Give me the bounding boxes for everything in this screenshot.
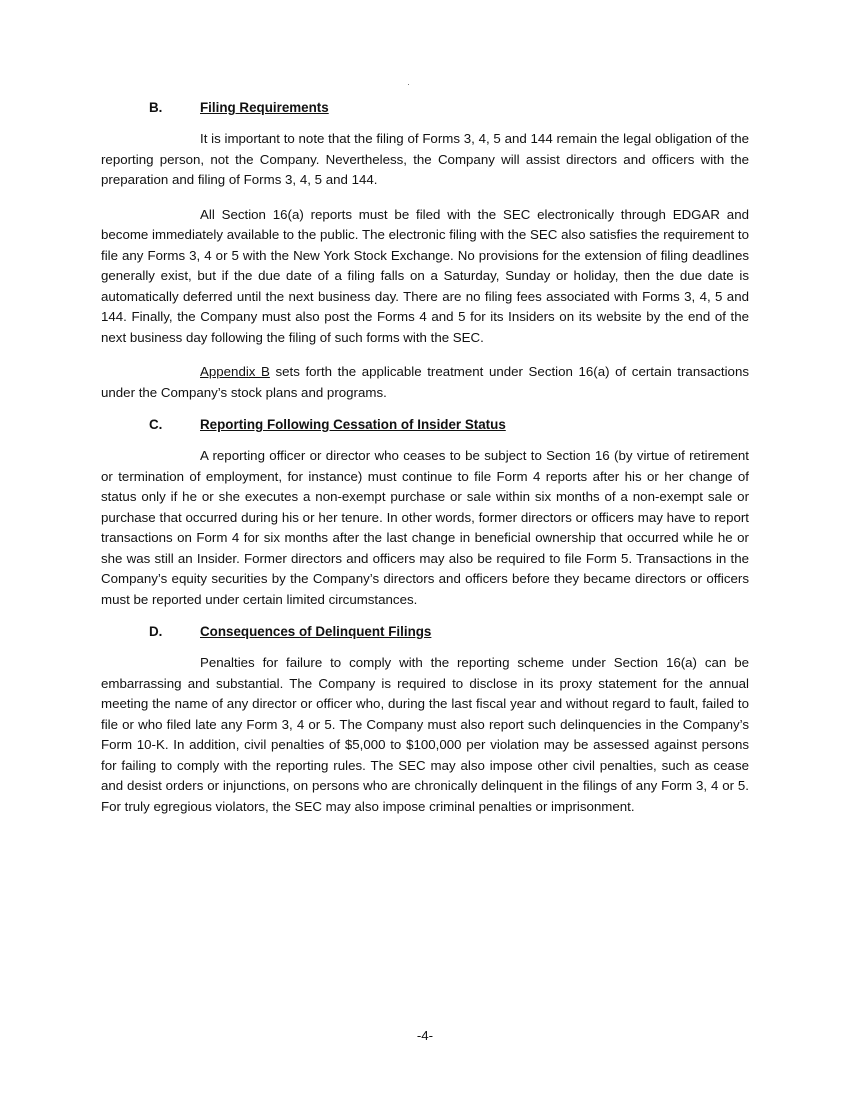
section-d-heading bbox=[101, 624, 749, 639]
appendix-b-reference: Appendix B bbox=[200, 364, 270, 379]
section-b-letter: B. bbox=[149, 100, 163, 115]
section-b-paragraph-3 bbox=[101, 362, 749, 403]
section-b-heading bbox=[101, 100, 749, 115]
section-d-paragraph-1: Penalties for failure to comply with the reporting scheme under Section 16(a) can be embarrassing and substantial. The Company is required to disclose in its proxy statement for the annual meeting the name of any director or officer who, during the last fiscal year and without regard to fault, failed to file or who filed late any Form 3, 4 or 5. The Company must also report such delinquencies in the Company’s Form 10-K. In addition, civil penalties of $5,000 to $100,000 per violation may be assessed against persons for failing to comply with the reporting rules. The SEC may also impose other civil penalties, such as cease and desist orders or injunctions, on persons who are chronically delinquent in the filings of any Form 3, 4 or 5. For truly egregious violators, the SEC may also impose criminal penalties or imprisonment. bbox=[101, 655, 749, 814]
section-c-title: Reporting Following Cessation of Insider Status bbox=[200, 417, 506, 432]
section-d-title: Consequences of Delinquent Filings bbox=[200, 624, 432, 639]
section-b-paragraph-3-text: sets forth the applicable treatment under Section 16(a) of certain transactions under the Company’s stock plans and programs. bbox=[101, 364, 749, 400]
section-c-letter: C. bbox=[149, 417, 163, 432]
page-number: -4- bbox=[416, 1028, 434, 1043]
section-b-paragraph-1: It is important to note that the filing of Forms 3, 4, 5 and 144 remain the legal obligation of the reporting person, not the Company. Nevertheless, the Company will assist directors and officers with the preparation and filing of Forms 3, 4, 5 and 144. bbox=[101, 131, 749, 187]
section-d-letter: D. bbox=[149, 624, 163, 639]
document-page bbox=[101, 100, 749, 817]
section-c-paragraph-1: A reporting officer or director who ceases to be subject to Section 16 (by virtue of retirement or termination of employment, for instance) must continue to file Form 4 reports after his or her change of status only if he or she executes a non-exempt purchase or sale within six months of a non-exempt sale or purchase that occurred during his or her tenure. In other words, former directors or officers may have to report transactions on Form 4 for six months after the last change in beneficial ownership that occurred while he or she was still an Insider. Former directors and officers may also be required to file Form 5. Transactions in the Company’s equity securities by the Company’s directors and officers before they became directors or officers must be reported under certain limited circumstances. bbox=[101, 448, 749, 607]
section-c-heading bbox=[101, 417, 749, 432]
section-b-paragraph-2: All Section 16(a) reports must be filed with the SEC electronically through EDGAR and become immediately available to the public. The electronic filing with the SEC also satisfies the requirement to file any Forms 3, 4 or 5 with the New York Stock Exchange. No provisions for the extension of filing deadlines generally exist, but if the due date of a filing falls on a Saturday, Sunday or holiday, then the due date is automatically deferred until the next business day. There are no filing fees associated with Forms 3, 4, 5 and 144. Finally, the Company must also post the Forms 4 and 5 for its Insiders on its website by the end of the next business day following the filing of such forms with the SEC. bbox=[101, 206, 749, 345]
section-b-title: Filing Requirements bbox=[200, 100, 329, 115]
scan-speck bbox=[408, 84, 409, 85]
